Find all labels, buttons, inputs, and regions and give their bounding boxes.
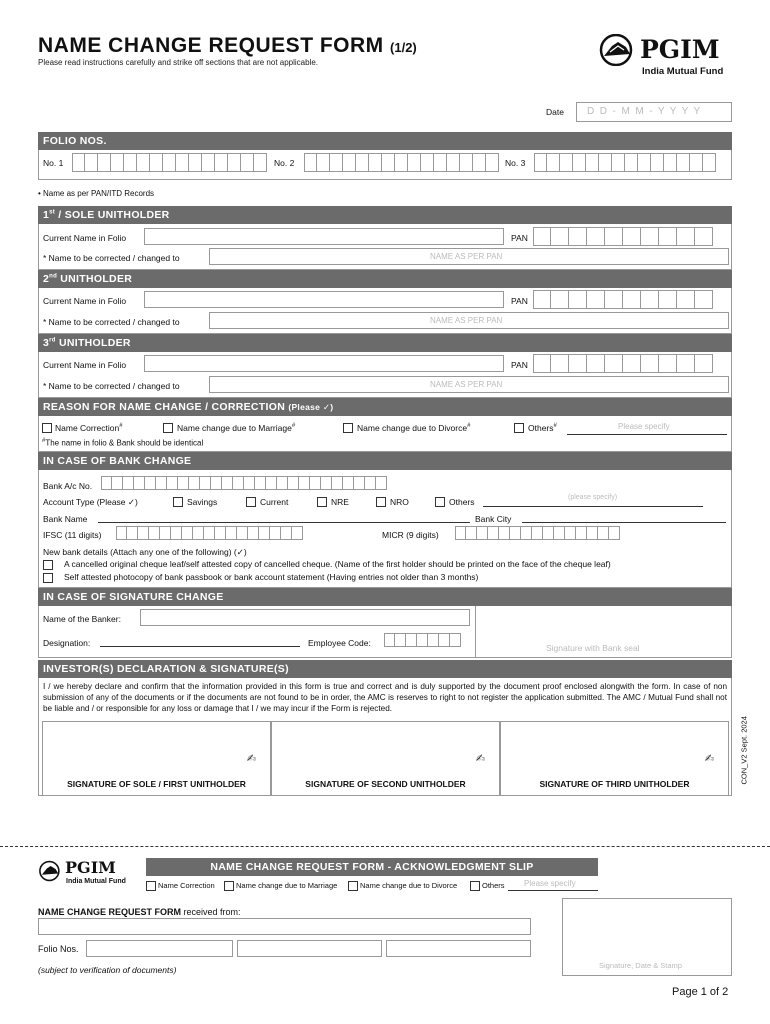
nro-checkbox[interactable] xyxy=(376,497,386,507)
holder3-title: UNITHOLDER xyxy=(55,337,131,349)
ack-marriage-checkbox[interactable] xyxy=(224,881,234,891)
holder1-section-header xyxy=(38,206,732,224)
declaration-text: I / we hereby declare and confirm that the information provided in this form is true and correct and is duly supported by the document proof enclosed alongwith the form. In case of non submission of any of the documents or if the documents are not found to be in order, the AMC is reserves to right to not register the application submitted. The AMC / Mutual Fund shall not be liable and / or responsible for any loss or damage that I / we may incur if the Form is rejected. xyxy=(43,682,727,713)
ack-received-input[interactable] xyxy=(38,918,531,935)
others-checkbox[interactable] xyxy=(514,423,524,433)
ack-specify-line[interactable] xyxy=(508,890,598,891)
reason-note xyxy=(42,438,203,448)
opt1-sup: # xyxy=(119,423,123,430)
ack-correction-checkbox[interactable] xyxy=(146,881,156,891)
ifsc-input[interactable] xyxy=(116,526,303,540)
bank-others-label: Others xyxy=(449,497,475,507)
page-indicator: (1/2) xyxy=(390,40,417,55)
holder3-pan-label: PAN xyxy=(511,360,528,370)
signature-label-3: SIGNATURE OF THIRD UNITHOLDER xyxy=(539,779,690,789)
new-bank-details-label: New bank details (Attach any one of the following) (✓) xyxy=(43,547,247,557)
page-title xyxy=(38,34,417,58)
signature-divider xyxy=(475,606,476,658)
date-label: Date xyxy=(546,107,564,117)
banker-name-label: Name of the Banker: xyxy=(43,614,121,624)
holder3-pan-input[interactable] xyxy=(533,354,713,373)
date-field[interactable] xyxy=(576,102,732,122)
cheque-proof-checkbox[interactable] xyxy=(43,560,53,570)
designation-input[interactable] xyxy=(100,646,300,647)
bank-name-label: Bank Name xyxy=(43,514,88,524)
ack-others-checkbox[interactable] xyxy=(470,881,480,891)
page-number: Page 1 of 2 xyxy=(672,986,729,998)
folio-no3-label: No. 3 xyxy=(505,158,526,168)
ack-correction-label: Name Correction xyxy=(158,881,215,890)
nro-label: NRO xyxy=(390,497,409,507)
nre-label: NRE xyxy=(331,497,349,507)
opt2-sup: # xyxy=(291,423,296,430)
rock-icon xyxy=(38,860,62,882)
nre-checkbox[interactable] xyxy=(317,497,327,507)
micr-label: MICR (9 digits) xyxy=(382,530,439,540)
savings-label: Savings xyxy=(187,497,218,507)
holder1-sup: st xyxy=(49,209,56,216)
pen-icon: ✍ xyxy=(475,753,485,765)
ack-others-label: Others xyxy=(482,881,505,890)
logo-subtitle: India Mutual Fund xyxy=(642,66,724,77)
signature-change-header: IN CASE OF SIGNATURE CHANGE xyxy=(38,588,732,606)
holder1-pan-input[interactable] xyxy=(533,227,713,246)
divorce-checkbox[interactable] xyxy=(343,423,353,433)
pgim-logo xyxy=(598,34,738,80)
holder3-corrected-input[interactable] xyxy=(209,376,729,393)
holder2-sup: nd xyxy=(49,273,58,280)
signature-box-3[interactable] xyxy=(500,721,729,796)
ack-logo-name: PGIM xyxy=(65,858,116,877)
micr-input[interactable] xyxy=(455,526,620,540)
ack-subject-note: (subject to verification of documents) xyxy=(38,965,177,975)
account-type-label: Account Type (Please ✓) xyxy=(43,497,138,507)
opt4-sup: # xyxy=(553,423,557,430)
marriage-label xyxy=(177,423,295,433)
bank-seal-placeholder: Signature with Bank seal xyxy=(546,643,640,653)
account-no-input[interactable] xyxy=(101,476,387,490)
designation-label: Designation: xyxy=(43,638,91,648)
current-checkbox[interactable] xyxy=(246,497,256,507)
bank-city-label: Bank City xyxy=(475,514,512,524)
opt2-text: Name change due to Marriage xyxy=(177,423,292,433)
ack-stamp-placeholder: Signature, Date & Stamp xyxy=(599,961,682,970)
signature-box-2[interactable] xyxy=(271,721,500,796)
ifsc-label: IFSC (11 digits) xyxy=(43,530,102,540)
declaration-header: INVESTOR(S) DECLARATION & SIGNATURE(S) xyxy=(38,660,732,678)
folio-section-header: FOLIO NOS. xyxy=(38,132,732,150)
logo-name: PGIM xyxy=(640,35,720,64)
holder2-corrected-input[interactable] xyxy=(209,312,729,329)
holder1-corrected-input[interactable] xyxy=(209,248,729,265)
bank-others-placeholder: (please specify) xyxy=(568,494,618,501)
pan-note: • Name as per PAN/ITD Records xyxy=(38,189,155,198)
holder1-current-label: Current Name in Folio xyxy=(43,233,127,243)
holder3-section-header xyxy=(38,334,732,352)
holder3-placeholder: NAME AS PER PAN xyxy=(430,380,503,389)
holder2-title: UNITHOLDER xyxy=(57,273,133,285)
opt1-text: Name Correction xyxy=(55,423,120,433)
ack-received-bold: NAME CHANGE REQUEST FORM xyxy=(38,907,182,917)
name-correction-checkbox[interactable] xyxy=(42,423,52,433)
holder1-corrected-label: * Name to be corrected / changed to xyxy=(43,253,180,263)
holder2-pan-input[interactable] xyxy=(533,290,713,309)
ack-header: NAME CHANGE REQUEST FORM - ACKNOWLEDGMENT SLIP xyxy=(146,858,598,876)
employee-code-label: Employee Code: xyxy=(308,638,371,648)
holder3-sup: rd xyxy=(49,337,56,344)
ack-marriage-label: Name change due to Marriage xyxy=(236,881,338,890)
others-specify-line[interactable] xyxy=(567,434,727,435)
ack-folio-input-3[interactable] xyxy=(386,940,531,957)
holder2-current-label: Current Name in Folio xyxy=(43,296,127,306)
reason-title-note: (Please ✓) xyxy=(288,402,334,412)
bank-section-header: IN CASE OF BANK CHANGE xyxy=(38,452,732,470)
bank-name-input[interactable] xyxy=(98,522,470,523)
form-version: CON_V2 Sept. 2024 xyxy=(739,716,749,785)
folio-no1-input[interactable] xyxy=(72,153,267,172)
ack-divorce-label: Name change due to Divorce xyxy=(360,881,458,890)
ack-folio-input-2[interactable] xyxy=(237,940,382,957)
bank-city-input[interactable] xyxy=(522,522,726,523)
others-specify-placeholder: Please specify xyxy=(618,422,670,431)
holder3-corrected-label: * Name to be corrected / changed to xyxy=(43,381,180,391)
ack-stamp-box[interactable] xyxy=(562,898,732,976)
ack-specify-placeholder: Please specify xyxy=(524,879,576,888)
ack-divorce-checkbox[interactable] xyxy=(348,881,358,891)
savings-checkbox[interactable] xyxy=(173,497,183,507)
ack-logo-sub: India Mutual Fund xyxy=(66,878,126,885)
holder1-num: 1 xyxy=(43,209,50,221)
date-placeholder: D D - M M - Y Y Y Y xyxy=(587,106,701,117)
ack-folio-label: Folio Nos. xyxy=(38,944,79,954)
reason-title: REASON FOR NAME CHANGE / CORRECTION xyxy=(43,401,286,413)
holder3-current-label: Current Name in Folio xyxy=(43,360,127,370)
holder1-pan-label: PAN xyxy=(511,233,528,243)
holder1-title: / SOLE UNITHOLDER xyxy=(55,209,170,221)
account-no-label: Bank A/c No. xyxy=(43,481,93,491)
bank-others-line[interactable] xyxy=(483,506,703,507)
ack-pgim-logo xyxy=(38,858,134,890)
holder2-current-input[interactable] xyxy=(144,291,504,308)
signature-label-1: SIGNATURE OF SOLE / FIRST UNITHOLDER xyxy=(67,779,246,789)
ack-received-from xyxy=(38,907,241,917)
name-correction-label xyxy=(55,423,123,433)
employee-code-input[interactable] xyxy=(384,633,461,647)
others-label xyxy=(528,423,557,433)
signature-label-2: SIGNATURE OF SECOND UNITHOLDER xyxy=(305,779,466,789)
subtitle: Please read instructions carefully and strike off sections that are not applicable. xyxy=(38,58,319,67)
folio-no3-input[interactable] xyxy=(534,153,716,172)
holder2-pan-label: PAN xyxy=(511,296,528,306)
holder1-current-input[interactable] xyxy=(144,228,504,245)
rock-icon xyxy=(598,34,636,66)
holder2-placeholder: NAME AS PER PAN xyxy=(430,316,503,325)
holder2-num: 2 xyxy=(43,273,50,285)
current-label: Current xyxy=(260,497,289,507)
holder3-current-input[interactable] xyxy=(144,355,504,372)
passbook-proof-checkbox[interactable] xyxy=(43,573,53,583)
pen-icon: ✍ xyxy=(704,753,714,765)
folio-no1-label: No. 1 xyxy=(43,158,64,168)
reason-section-header xyxy=(38,398,732,416)
holder2-corrected-label: * Name to be corrected / changed to xyxy=(43,317,180,327)
bank-others-checkbox[interactable] xyxy=(435,497,445,507)
marriage-checkbox[interactable] xyxy=(163,423,173,433)
signature-box-1[interactable] xyxy=(42,721,271,796)
note-sup: # xyxy=(42,438,46,444)
divorce-label xyxy=(357,423,470,433)
holder1-placeholder: NAME AS PER PAN xyxy=(430,252,503,261)
opt4-text: Others xyxy=(528,423,554,433)
holder3-num: 3 xyxy=(43,337,50,349)
opt3-text: Name change due to Divorce xyxy=(357,423,468,433)
banker-name-input[interactable] xyxy=(140,609,470,626)
passbook-proof-label: Self attested photocopy of bank passbook or bank account statement (Having entries not older than 3 months) xyxy=(64,572,479,582)
folio-no2-label: No. 2 xyxy=(274,158,295,168)
title-text: NAME CHANGE REQUEST FORM xyxy=(38,34,384,57)
pen-icon: ✍ xyxy=(246,753,256,765)
cut-line xyxy=(0,846,770,847)
folio-no2-input[interactable] xyxy=(304,153,499,172)
ack-received-rest: received from: xyxy=(181,907,241,917)
opt3-sup: # xyxy=(467,423,471,430)
ack-folio-input-1[interactable] xyxy=(86,940,233,957)
reason-note-text: The name in folio & Bank should be identical xyxy=(45,438,204,448)
cheque-proof-label: A cancelled original cheque leaf/self attested copy of cancelled cheque. (Name of the first holder should be printed on the face of the cheque leaf) xyxy=(64,559,611,569)
holder2-section-header xyxy=(38,270,732,288)
